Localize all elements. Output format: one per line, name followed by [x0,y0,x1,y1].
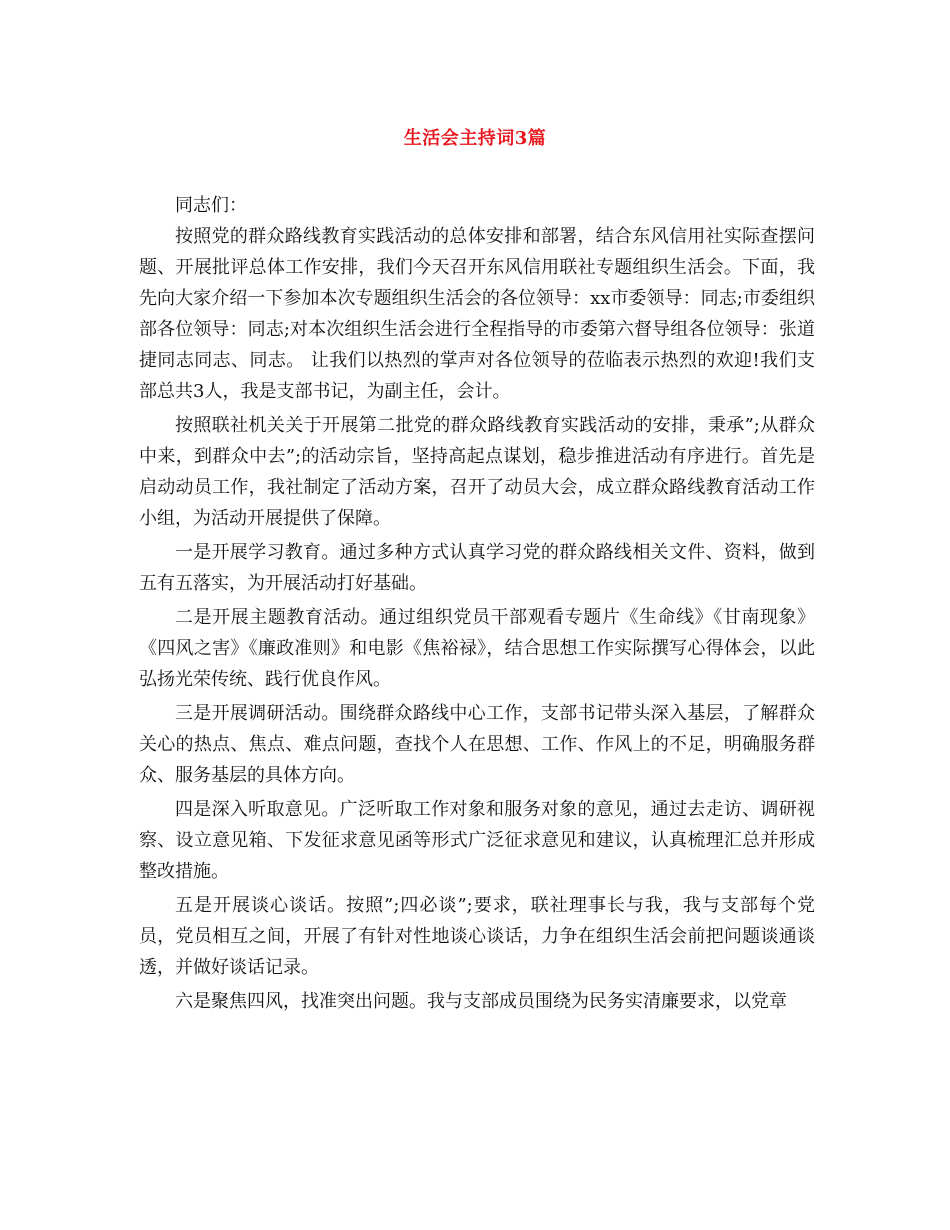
paragraph-item-5: 五是开展谈心谈话。按照”;四必谈”;要求，联社理事长与我，我与支部每个党员，党员相互之间，开展了有针对性地谈心谈话，力争在组织生活会前把问题谈通谈透，并做好谈话记录。 [139,895,815,978]
document-body [139,190,815,1020]
paragraph-item-3: 三是开展调研活动。围绕群众路线中心工作，支部书记带头深入基层，了解群众关心的热点、焦点、难点问题，查找个人在思想、工作、作风上的不足，明确服务群众、服务基层的具体方向。 [139,703,815,786]
paragraph-overview: 按照联社机关关于开展第二批党的群众路线教育实践活动的安排，秉承”;从群众中来，到群众中去”;的活动宗旨，坚持高起点谋划，稳步推进活动有序进行。首先是启动动员工作，我社制定了活动方案，召开了动员大会，成立群众路线教育活动工作小组，为活动开展提供了保障。 [139,415,815,529]
document-title: 生活会主持词3篇 [403,128,547,149]
paragraph-item-4: 四是深入听取意见。广泛听取工作对象和服务对象的意见，通过去走访、调研视察、设立意见箱、下发征求意见函等形式广泛征求意见和建议，认真梳理汇总并形成整改措施。 [139,799,815,882]
paragraph-item-1: 一是开展学习教育。通过多种方式认真学习党的群众路线相关文件、资料，做到五有五落实，为开展活动打好基础。 [139,542,815,594]
paragraph-intro: 按照党的群众路线教育实践活动的总体安排和部署，结合东风信用社实际查摆问题、开展批评总体工作安排，我们今天召开东风信用联社专题组织生活会。下面，我先向大家介绍一下参加本次专题组织生活会的各位领导：xx市委领导：同志;市委组织部各位领导：同志;对本次组织生活会进行全程指导的市委第六督导组各位领导：张道捷同志同志、同志。 让我们以热烈的掌声对各位领导的莅临表示热烈的欢迎!我们支部总共3人，我是支部书记，为副主任，会计。 [139,226,815,402]
salutation: 同志们： [175,195,247,216]
paragraph-item-6: 六是聚焦四风，找准突出问题。我与支部成员围绕为民务实清廉要求，以党章 [175,991,787,1012]
paragraph-item-2: 二是开展主题教育活动。通过组织党员干部观看专题片《生命线》《甘南现象》《四风之害》《廉政准则》和电影《焦裕禄》，结合思想工作实际撰写心得体会，以此弘扬光荣传统、践行优良作风。 [139,607,815,690]
